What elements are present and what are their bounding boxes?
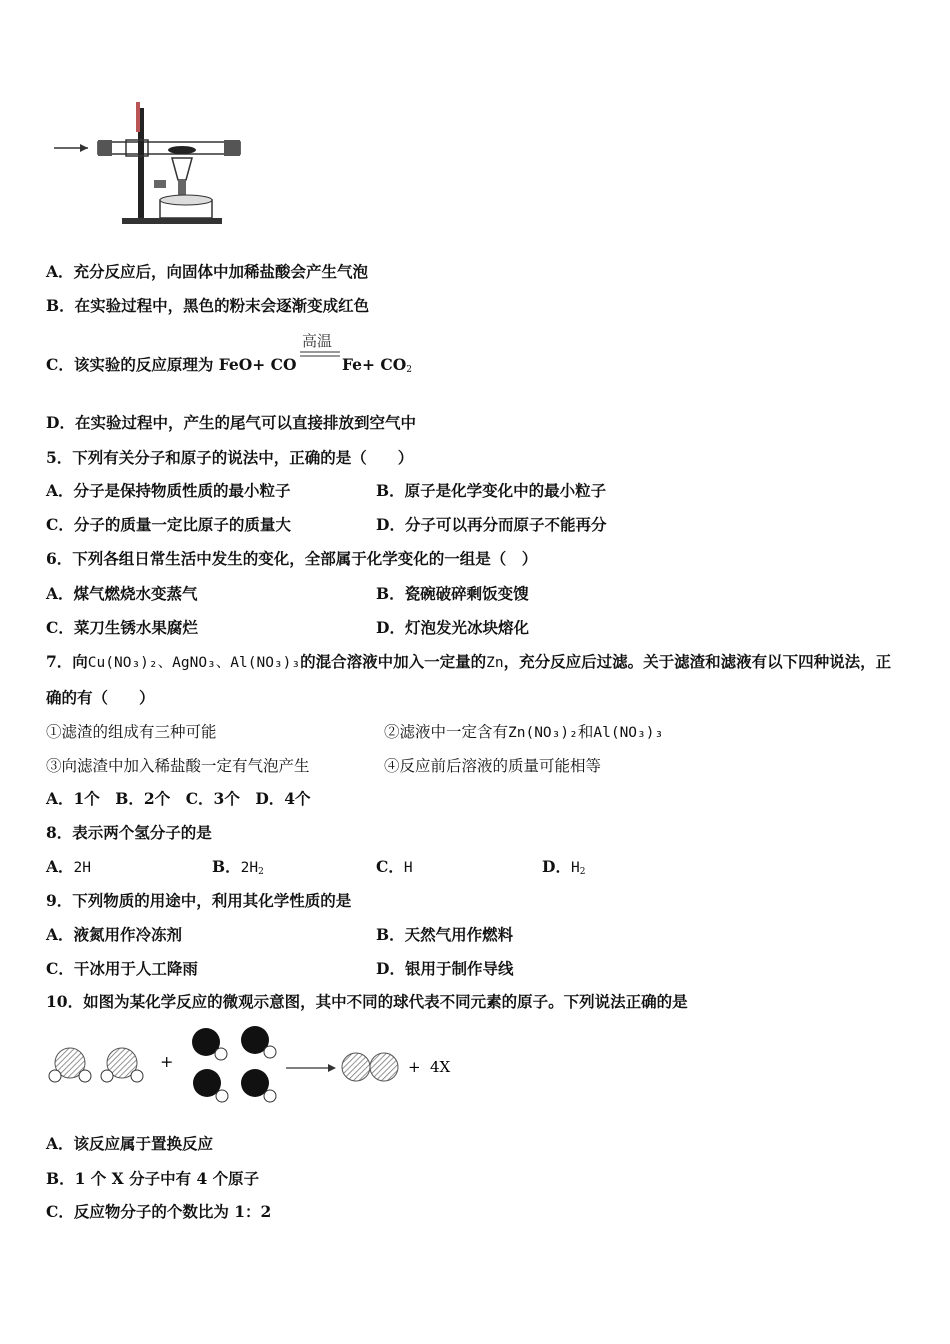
q10-option-a: A．该反应属于置换反应: [46, 1134, 214, 1153]
q7-zn: Zn: [486, 655, 504, 671]
q6-option-a: A．煤气燃烧水变蒸气: [46, 584, 198, 603]
q4-option-a: A．充分反应后，向固体中加稀盐酸会产生气泡: [46, 262, 369, 281]
diagram-4x: 4X: [430, 1058, 451, 1076]
apparatus-figure: [48, 100, 248, 230]
q7-statement-2: ②滤液中一定含有Zn(NO₃)₂和Al(NO₃)₃: [384, 723, 664, 741]
q4-option-c-product: $Fe+ CO_2$: [342, 355, 412, 375]
q7-formula: Cu(NO₃)₂、AgNO₃、Al(NO₃)₃: [87, 655, 301, 671]
reactant-molecule-1: [49, 1048, 91, 1082]
q5-option-c: C．分子的质量一定比原子的质量大: [46, 515, 291, 534]
q9-option-c: C．干冰用于人工降雨: [46, 959, 198, 978]
q7-statement-1: ①滤渣的组成有三种可能: [46, 723, 217, 741]
q5-stem: 5．下列有关分子和原子的说法中，正确的是（ ）: [46, 448, 414, 467]
q4-option-d: D．在实验过程中，产生的尾气可以直接排放到空气中: [46, 413, 416, 432]
reaction-equals-sign: [298, 350, 342, 360]
reaction-condition: 高温: [302, 332, 333, 350]
q9-stem: 9．下列物质的用途中，利用其化学性质的是: [46, 891, 352, 910]
q6-option-b: B．瓷碗破碎剩饭变馊: [376, 584, 529, 603]
q10-option-b: B．1 个 X 分子中有 4 个原子: [46, 1169, 260, 1188]
q5-option-d: D．分子可以再分而原子不能再分: [376, 515, 607, 534]
q6-option-c: C．菜刀生锈水果腐烂: [46, 618, 198, 637]
q9-option-a: A．液氮用作冷冻剂: [46, 925, 183, 944]
q7-stem-line2: 确的有（ ）: [46, 688, 155, 707]
product-molecule: [342, 1053, 398, 1081]
q4-option-c: [46, 355, 296, 375]
q10-option-c: C．反应物分子的个数比为 1：2: [46, 1202, 272, 1221]
q10-stem: 10．如图为某化学反应的微观示意图，其中不同的球代表不同元素的原子。下列说法正确的是: [46, 992, 688, 1011]
q5-option-b: B．原子是化学变化中的最小粒子: [376, 481, 607, 500]
q8-option-d: D．$H_2$: [542, 857, 586, 877]
q9-option-b: B．天然气用作燃料: [376, 925, 514, 944]
diagram-plus: +: [160, 1052, 174, 1071]
q6-option-d: D．灯泡发光冰块熔化: [376, 618, 529, 637]
q5-option-a: A．分子是保持物质性质的最小粒子: [46, 481, 291, 500]
q7-stem: 7．向Cu(NO₃)₂、AgNO₃、Al(NO₃)₃的混合溶液中加入一定量的Zn，充分反应后过滤。关于滤渣和滤液有以下四种说法，正: [46, 652, 892, 671]
reaction-diagram: [40, 1020, 480, 1115]
reactant-molecule-2: [192, 1026, 276, 1102]
q8-stem: 8．表示两个氢分子的是: [46, 823, 212, 842]
q9-option-d: D．银用于制作导线: [376, 959, 514, 978]
reactant-molecule-1b: [101, 1048, 143, 1082]
diagram-product-plus: +: [408, 1058, 421, 1076]
q7-statement-4: ④反应前后溶液的质量可能相等: [384, 757, 602, 775]
q8-option-b: B．$2H_2$: [212, 857, 264, 877]
q7-options: A．1个 B．2个 C．3个 D．4个: [46, 789, 311, 808]
q6-stem: 6．下列各组日常生活中发生的变化，全部属于化学变化的一组是（ ）: [46, 549, 538, 568]
q8-option-a: A．2H: [46, 857, 91, 876]
q8-option-c: C．H: [376, 857, 413, 876]
q4-option-c-prefix: C．该实验的反应原理为 FeO+ CO: [46, 355, 297, 374]
q7-statement-3: ③向滤渣中加入稀盐酸一定有气泡产生: [46, 757, 310, 775]
q4-option-b: B．在实验过程中，黑色的粉末会逐渐变成红色: [46, 296, 370, 315]
